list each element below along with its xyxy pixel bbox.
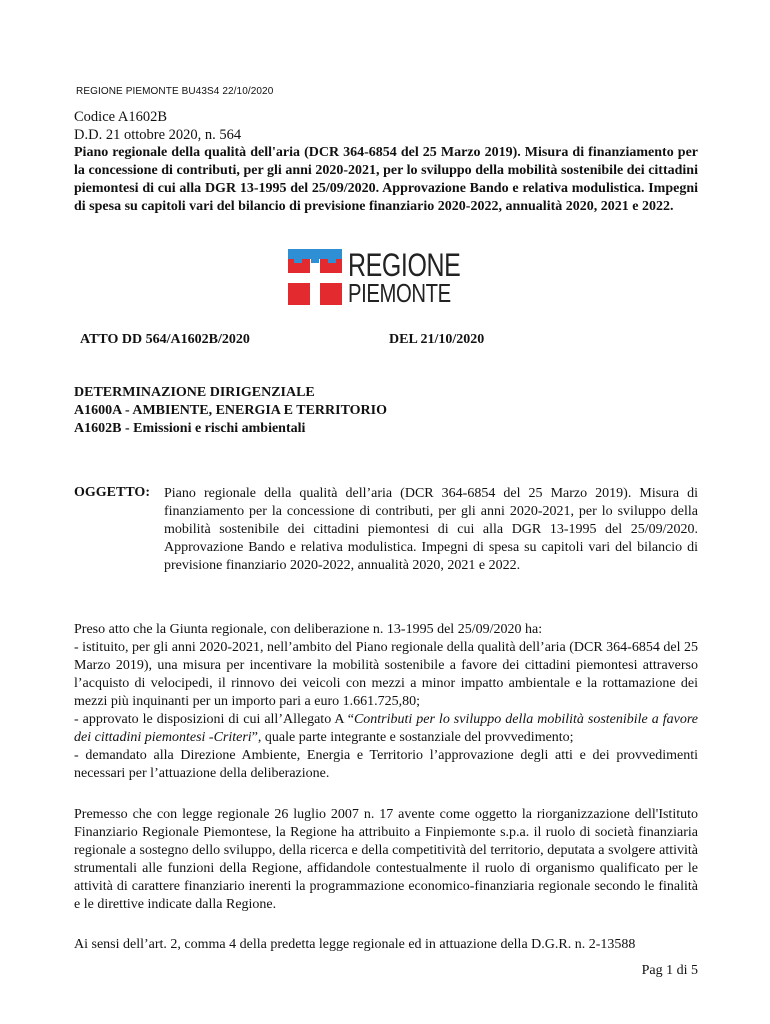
regione-piemonte-logo: [288, 247, 488, 307]
department-name: A1600A - AMBIENTE, ENERGIA E TERRITORIO: [74, 403, 387, 418]
logo-text-regione: REGIONE: [348, 247, 461, 283]
annex-title: Contributi per lo sviluppo della mobilità sostenibile a favore dei cittadini piemontesi -Criteri: [74, 712, 698, 745]
page-number: Pag 1 di 5: [641, 963, 698, 978]
codice-line: Codice A1602B: [74, 109, 168, 125]
logo-text-piemonte: PIEMONTE: [348, 278, 451, 308]
paragraph-premesso: Premesso che con legge regionale 26 luglio 2007 n. 17 avente come oggetto la riorganizzazione dell'Istituto Finanziario Regionale Piemontese, la Regione ha attribuito a Finpiemonte s.p.a. il ruolo di società finanziaria regionale a sostegno dello sviluppo, della ricerca e della competitività del territorio, deputata a svolgere attività strumentali alle funzioni della Regione, affidandole contestualmente il ruolo di organismo qualificato per le attività di carattere finanziario inerenti la programmazione economico-finanziaria regionale secondo le finalità e le direttive indicate dalla Regione.: [74, 807, 698, 912]
paragraph-intro: Preso atto che la Giunta regionale, con deliberazione n. 13-1995 del 25/09/2020 ha:: [74, 622, 543, 637]
list-item: - istituito, per gli anni 2020-2021, nell’ambito del Piano regionale della qualità dell’aria (DCR 364-6854 del 25 Marzo 2019), una misura per incentivare la mobilità sostenibile a favore dei cittadini piemontesi attraverso l’acquisto di velocipedi, il rinnovo dei veicoli con mezzi a minor impatto ambientale e la rottamazione dei mezzi più inquinanti per un importo pari a euro 1.661.725,80;: [74, 640, 698, 709]
determination-heading-block: [74, 384, 387, 438]
subject-label: OGGETTO:: [74, 485, 150, 500]
determination-title: DETERMINAZIONE DIRIGENZIALE: [74, 385, 315, 400]
piemonte-flag-icon: [288, 249, 342, 305]
act-number: ATTO DD 564/A1602B/2020: [80, 332, 250, 347]
sector-name: A1602B - Emissioni e rischi ambientali: [74, 421, 306, 436]
list-item: [74, 711, 698, 747]
list-item-text: - approvato le disposizioni di cui all’Allegato A “: [74, 712, 354, 727]
act-date: DEL 21/10/2020: [389, 332, 485, 347]
list-item-text: ”, quale parte integrante e sostanziale del provvedimento;: [251, 730, 574, 745]
bulletin-header: REGIONE PIEMONTE BU43S4 22/10/2020: [76, 86, 274, 97]
paragraph-preso-atto: [74, 621, 698, 783]
subject-text: Piano regionale della qualità dell’aria (DCR 364-6854 del 25 Marzo 2019). Misura di finanziamento per la concessione di contributi, per gli anni 2020-2021, per lo sviluppo della mobilità sostenibile dei cittadini piemontesi di cui alla DGR 13-1995 del 25/09/2020. Approvazione Bando e relativa modulistica. Impegni di spesa su capitoli vari del bilancio di previsione finanziario 2020-2022, annualità 2020, 2021 e 2022.: [164, 486, 698, 573]
document-title: Piano regionale della qualità dell'aria (DCR 364-6854 del 25 Marzo 2019). Misura di finanziamento per la concessione di contributi, per gli anni 2020-2021, per lo sviluppo della mobilità sostenibile dei cittadini piemontesi di cui alla DGR 13-1995 del 25/09/2020. Approvazione Bando e relativa modulistica. Impegni di spesa su capitoli vari del bilancio di previsione finanziario 2020-2022, annualità 2020, 2021 e 2022.: [74, 145, 698, 214]
paragraph-ai-sensi: Ai sensi dell’art. 2, comma 4 della predetta legge regionale ed in attuazione della D.G.R. n. 2-13588: [74, 937, 636, 952]
list-item: - demandato alla Direzione Ambiente, Energia e Territorio l’approvazione degli atti e dei provvedimenti necessari per l’attuazione della deliberazione.: [74, 748, 698, 781]
document-code-block: [74, 108, 241, 144]
determination-date-line: D.D. 21 ottobre 2020, n. 564: [74, 127, 242, 143]
